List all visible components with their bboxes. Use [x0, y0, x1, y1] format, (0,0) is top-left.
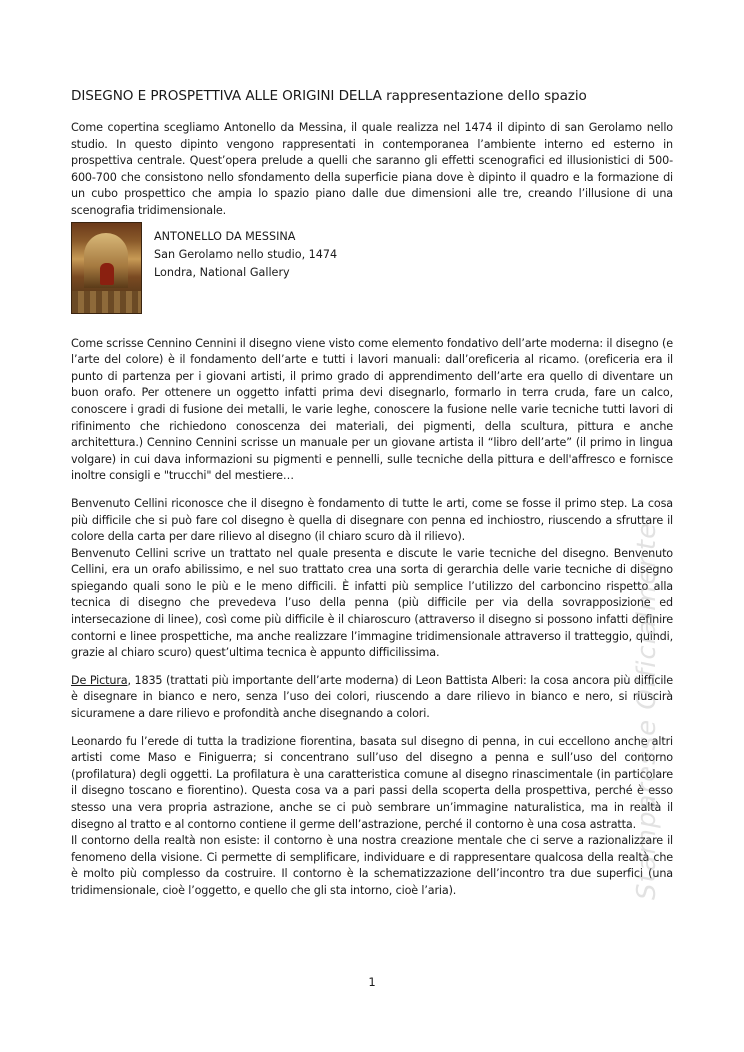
- caption-artist: ANTONELLO DA MESSINA: [154, 229, 296, 243]
- paragraph-contorno: Il contorno della realtà non esiste: il contorno è una nostra creazione mentale che ci serve a razionalizzare il fenomeno della visione. Ci permette di semplificare, individuare e di rappresentare qualcosa della realtà che è molto più complesso da costruire. Il contorno è la schematizzazione dell’incontro tra due superfici (una tridimensionale, cioè l’oggetto, e quello che gli sta intorno, cioè l’aria).: [71, 834, 673, 897]
- painting-saint: [100, 263, 114, 285]
- paragraph-cennini: Come scrisse Cennino Cennini il disegno viene visto come elemento fondativo dell’arte moderna: il disegno (e l’arte del colore) è il fondamento dell’arte e tutti i lavori manuali: dall’oreficeria al ricamo. (oreficeria era il punto di partenza per i giovani artisti, il primo grado di apprendimento dell’arte era quello di diventare un buon orafo. Per ottenere un oggetto infatti prima devi disegnarlo, formarlo in terra cruda, fare un calco, conoscere i gradi di fusione dei metalli, le varie leghe, conoscere la fusione nelle varie tecniche tutti lavori di rifinimento che richiedono conoscenza dei materiali, dei pigmenti, della scultura, pittura e anche architettura.) Cennino Cennini scrisse un manuale per un giovane artista il “libro dell’arte” (il primo in lingua volgare) in cui dava informazioni su pigmenti e pennelli, sulle tecniche della pittura e dell'affresco e fornisce inoltre consigli e "trucchi" del mestiere…: [71, 336, 673, 483]
- caption-work: San Gerolamo nello studio, 1474: [154, 247, 338, 261]
- page-number: 1: [368, 975, 376, 989]
- paragraph-cellini-2: Benvenuto Cellini scrive un trattato nel quale presenta e discute le varie tecniche del disegno. Benvenuto Cellini, era un orafo abilissimo, e nel suo trattato crea una sorta di gerarchia delle varie tecniche di disegno spiegando quali sono le più e le meno difficili. È infatti più semplice l’utilizzo del carboncino rispetto alla tecnica di disegno che prevedeva l’uso della penna (più difficile per via della sovrapposizione ed intersecazione di linee), così come più difficile è il chiaroscuro (attraverso il disegno si possono infatti definire contorni e linee prospettiche, ma anche realizzare l’immagine tridimensionale attraverso il tratteggio, quindi, grazie al chiaro scuro) quest’ultima tecnica è appunto difficilissima.: [71, 546, 673, 660]
- paragraph-leonardo: Leonardo fu l’erede di tutta la tradizione fiorentina, basata sul disegno di penna, in cui eccellono anche altri artisti come Maso e Finiguerra; si concentrano sull’uso del disegno a penna e sull’uso del contorno (profilatura) degli oggetti. La profilatura è una caratteristica comune al disegno rinascimentale (in particolare il disegno toscano e fiorentino). Questa cosa va a pari passi della scoperta della prospettiva, perché è esso stesso una vera propria astrazione, anche se ci può sembrare un’immagine naturalistica, ma in realtà il disegno al tratto e al contorno contiene il germe dell’astrazione, perché il contorno è una cosa astratta.: [71, 734, 673, 831]
- paragraph-alberti: [71, 673, 673, 723]
- artwork-caption: [154, 222, 337, 314]
- painting-floor: [72, 291, 141, 313]
- document-page: [71, 86, 673, 900]
- de-pictura-link[interactable]: De Pictura: [71, 673, 128, 687]
- document-title: DISEGNO E PROSPETTIVA ALLE ORIGINI DELLA rappresentazione dello spazio: [71, 88, 587, 104]
- caption-location: Londra, National Gallery: [154, 265, 290, 279]
- paragraph-cellini-1: Benvenuto Cellini riconosce che il disegno è fondamento di tutte le arti, come se fosse il primo step. La cosa più difficile che si può fare col disegno è quella di disegnare con penna ed inchiostro, riuscendo a sfruttare il colore della carta per dare rilievo al disegno (il chiaro scuro dà il rilievo).: [71, 496, 673, 544]
- artwork-figure: [71, 222, 673, 314]
- watermark-text: Stamparesse Officialmente: [632, 521, 662, 900]
- intro-paragraph: Come copertina scegliamo Antonello da Messina, il quale realizza nel 1474 il dipinto di san Gerolamo nello studio. In questo dipinto vengono rappresentati in contemporanea l’ambiente interno ed esterno in prospettiva centrale. Quest’opera prelude a quelli che saranno gli effetti scenografici ed illusionistici di 500-600-700 che consistono nello sfondamento della superficie piana dove è dipinto il quadro e la formazione di un cubo prospettico che ampia lo spazio piano dalle due dimensioni alle tre, creando l’illusione di una scenografia tridimensionale.: [71, 121, 673, 217]
- paragraph-alberti-text: , 1835 (trattati più importante dell’arte moderna) di Leon Battista Alberi: la cosa ancora più difficile è disegnare in bianco e nero, senza l’uso dei colori, riuscendo a dare rilievo in bianco e nero, si riuscirà sicuramene a dare rilievo e profondità anche disegnando a colori.: [71, 673, 673, 721]
- painting-thumbnail: [71, 222, 142, 314]
